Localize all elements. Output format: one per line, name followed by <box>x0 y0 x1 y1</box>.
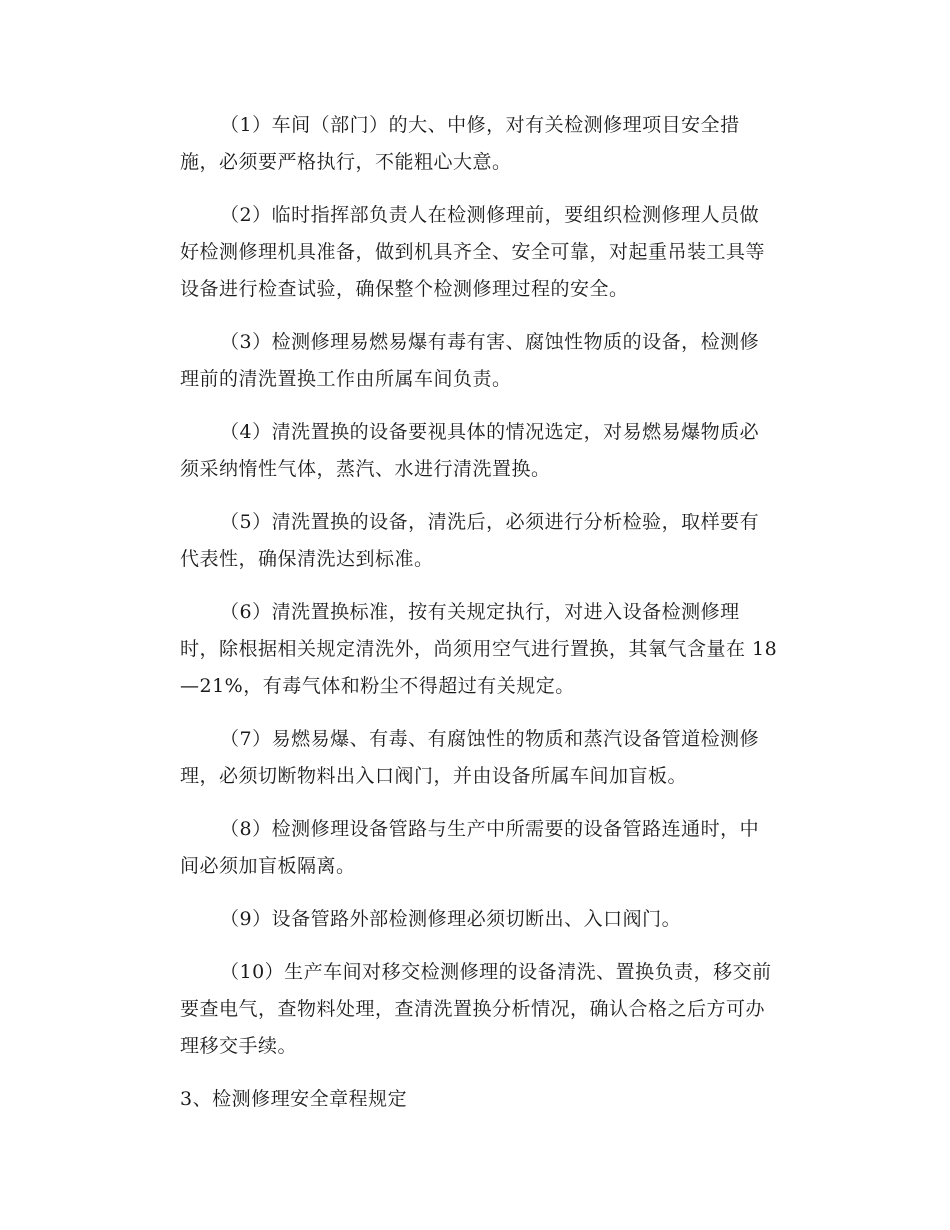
clause-5 <box>140 504 810 578</box>
clause-9-line-1: （9）设备管路外部检测修理必须切断出、入口阀门。 <box>220 908 682 930</box>
clause-10-line-2: 要查电气，查物料处理，查清洗置换分析情况，确认合格之后方可办 <box>180 998 766 1020</box>
clause-8 <box>140 811 810 885</box>
clause-4-line-2: 须采纳惰性气体，蒸汽、水进行清洗置换。 <box>180 458 551 480</box>
section-heading <box>140 1081 810 1118</box>
clause-7-line-2: 理，必须切断物料出入口阀门，并由设备所属车间加盲板。 <box>180 765 688 787</box>
clause-2-line-2: 好检测修理机具准备，做到机具齐全、安全可靠，对起重吊装工具等 <box>180 241 766 263</box>
clause-4-line-1: （4）清洗置换的设备要视具体的情况选定，对易燃易爆物质必 <box>220 421 760 443</box>
section-heading-text: 3、检测修理安全章程规定 <box>180 1088 408 1110</box>
clause-8-line-1: （8）检测修理设备管路与生产中所需要的设备管路连通时，中 <box>220 818 760 840</box>
clause-7 <box>140 721 810 795</box>
clause-9 <box>140 901 810 938</box>
clause-6-line-1: （6）清洗置换标准，按有关规定执行，对进入设备检测修理 <box>220 601 740 623</box>
clause-1 <box>140 107 810 181</box>
clause-5-line-1: （5）清洗置换的设备，清洗后，必须进行分析检验，取样要有 <box>220 511 760 533</box>
clause-2-line-3: 设备进行检查试验，确保整个检测修理过程的安全。 <box>180 278 629 300</box>
clause-8-line-2: 间必须加盲板隔离。 <box>180 855 356 877</box>
clause-6-line-2: 时，除根据相关规定清洗外，尚须用空气进行置换，其氧气含量在 18 <box>180 638 778 660</box>
clause-6 <box>140 594 810 705</box>
clause-10-line-3: 理移交手续。 <box>180 1035 298 1057</box>
clause-1-line-1: （1）车间（部门）的大、中修，对有关检测修理项目安全措 <box>220 114 740 136</box>
clause-4 <box>140 414 810 488</box>
clause-5-line-2: 代表性，确保清洗达到标准。 <box>180 548 434 570</box>
clause-7-line-1: （7）易燃易爆、有毒、有腐蚀性的物质和蒸汽设备管道检测修 <box>220 728 760 750</box>
clause-2 <box>140 197 810 308</box>
clause-3-line-1: （3）检测修理易燃易爆有毒有害、腐蚀性物质的设备，检测修 <box>220 331 760 353</box>
clause-6-line-3: —21%，有毒气体和粉尘不得超过有关规定。 <box>180 675 575 697</box>
clause-3 <box>140 324 810 398</box>
clause-1-line-2: 施，必须要严格执行，不能粗心大意。 <box>180 151 512 173</box>
clause-10 <box>140 954 810 1065</box>
document-body <box>140 107 810 1118</box>
clause-3-line-2: 理前的清洗置换工作由所属车间负责。 <box>180 368 512 390</box>
clause-10-line-1: （10）生产车间对移交检测修理的设备清洗、置换负责，移交前 <box>220 961 772 983</box>
clause-2-line-1: （2）临时指挥部负责人在检测修理前，要组织检测修理人员做 <box>220 204 760 226</box>
